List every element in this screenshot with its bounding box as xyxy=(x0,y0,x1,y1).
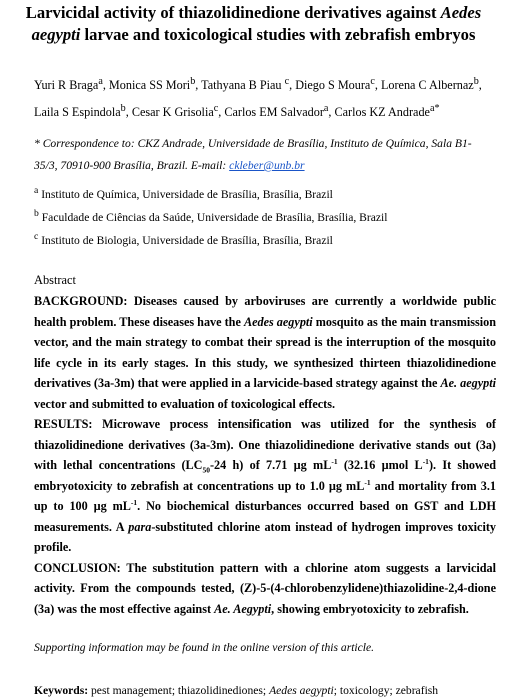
keywords-line: Keywords: pest management; thiazolidinediones; Aedes aegypti; toxicology; zebrafish xyxy=(34,684,439,697)
author: Carlos EM Salvador$^a$ xyxy=(224,103,329,120)
author: Lorena C Albernaz$^b$ xyxy=(380,76,479,93)
abstract-results: RESULTS: Microwave process intensification was utilized for the synthesis of thiazolidinedione derivatives (3a-3m). One thiazolidinedione derivative stands out (3a) with lethal concentrations ($LC_{50}-24$ h) of 7.71 µg $mL^{-1}$ (32.16 µmol $L^{-1}$). It showed embryotoxicity to zebrafish at concentrations up to 1.0 µg $mL^{-1}$ and mortality from 3.1 up to 100 µg $mL^{-1}$. No biochemical disturbances occurred based on GST and LDH measurements. A para-substituted chlorine atom instead of hydrogen improves toxicity profile. xyxy=(34,417,497,554)
supporting-info-note: Supporting information may be found in the online version of this article. xyxy=(34,641,375,654)
abstract-conclusion: CONCLUSION: The substitution pattern with a chlorine atom suggests a larvicidal activity. From the compounds tested, (Z)-5-(4-chlorobenzylidene)thiazolidine-2,4-dione (3a) was the most effective against Ae. Aegypti, showing embryotoxicity to zebrafish. xyxy=(34,560,496,616)
author: Tathyana B Piau $^c$ xyxy=(201,76,290,93)
title-text-1: Larvicidal activity of thiazolidinedione derivatives against xyxy=(25,3,441,22)
title-italic-species: Aedes aegypti xyxy=(31,3,482,44)
author-list: Yuri R Braga$^a$, Monica SS Mori$^b$, Tathyana B Piau $^c$, Diego S Moura$^c$, Lorena C Albernaz$^b$, Laila S Espindola$^b$, Cesar K Grisolia$^c$, Carlos EM Salvador$^a$, Carlos KZ Andrade$^{a*}$ xyxy=(34,76,482,120)
affiliation-b: $^b$ Faculdade de Ciências da Saúde, Universidade de Brasília, Brasília, Brazil xyxy=(34,208,388,224)
author: Monica SS Mori$^b$ xyxy=(108,76,196,93)
author: Carlos KZ Andrade$^{a*}$ xyxy=(334,103,440,120)
email-link[interactable]: ckleber@unb.br xyxy=(229,159,305,172)
author: Cesar K Grisolia$^c$ xyxy=(131,103,219,120)
keywords-label: Keywords: xyxy=(34,684,89,697)
author: Yuri R Braga$^a$ xyxy=(34,76,103,93)
affiliation-a: $^a$ Instituto de Química, Universidade de Brasília, Brasília, Brazil xyxy=(34,185,333,201)
abstract-body xyxy=(34,291,496,619)
paper-title xyxy=(12,2,495,46)
correspondence-note: * Correspondence to: CKZ Andrade, Universidade de Brasília, Instituto de Química, Sala B1-35/3, 70910-900 Brasília, Brazil. E-mail: ckleber@unb.br xyxy=(34,137,472,172)
abstract-background: BACKGROUND: Diseases caused by arboviruses are currently a worldwide public health problem. These diseases have the Aedes aegypti mosquito as the main transmission vector, and the main strategy to combat their spread is the interruption of the mosquito life cycle in its early stages. In this study, we synthesized thirteen thiazolidinedione derivatives (3a-3m) that were applied in a larvicide-based strategy against the Ae. aegypti vector and submitted to evaluation of toxicological effects. xyxy=(34,294,496,411)
abstract-heading: Abstract xyxy=(34,273,76,287)
affiliation-c: $^c$ Instituto de Biologia, Universidade de Brasília, Brasília, Brazil xyxy=(34,231,333,247)
author: Laila S Espindola$^b$ xyxy=(34,103,126,120)
author: Diego S Moura$^c$ xyxy=(295,76,375,93)
title-text-2: larvae and toxicological studies with zebrafish embryos xyxy=(80,25,476,44)
